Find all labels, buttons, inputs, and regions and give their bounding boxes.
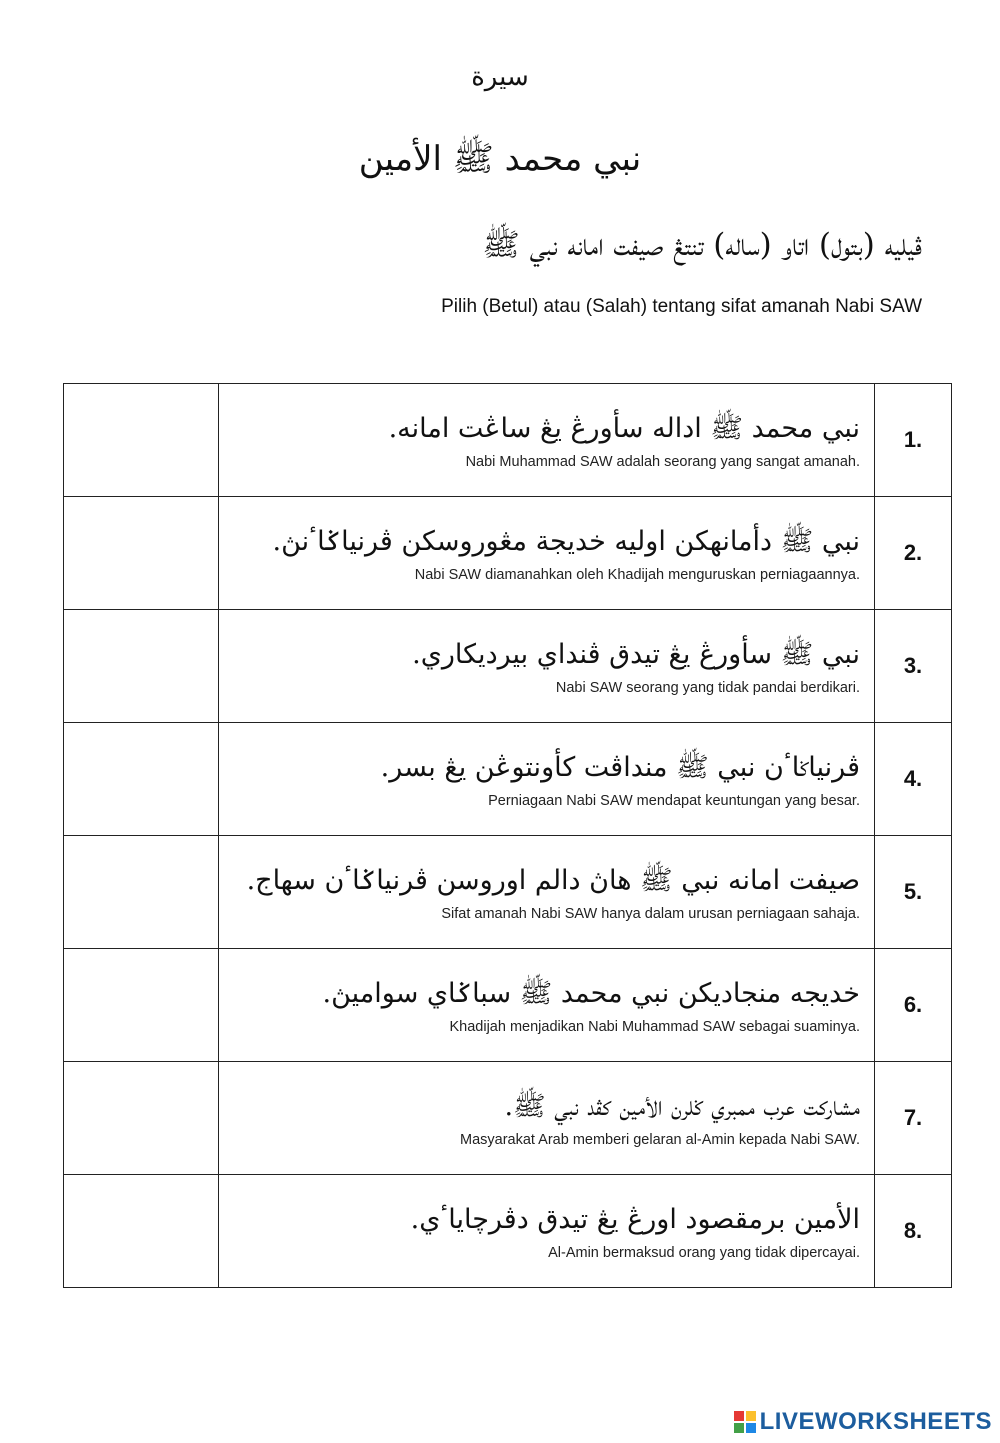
statement-jawi: نبي ﷺ دأمانهكن اوليه خديجة مڠوروسكن ڤرنياݢاٴنڽ.	[272, 526, 860, 557]
question-number: 6.	[875, 949, 952, 1062]
answer-drop-box[interactable]	[64, 610, 218, 722]
instruction-malay: Pilih (Betul) atau (Salah) tentang sifat amanah Nabi SAW	[441, 296, 922, 317]
statement-jawi: ڤرنياݢاٴن نبي ﷺ منداڤت كأونتوڠن يڠ بسر.	[380, 752, 860, 783]
question-number: 8.	[875, 1175, 952, 1288]
page-title: سيرة	[471, 62, 529, 92]
page-subtitle: نبي محمد ﷺ الأمين	[358, 139, 642, 179]
statement-jawi: نبي ﷺ سأورڠ يڠ تيدق ڤنداي بيرديكاري.	[412, 639, 860, 670]
answer-cell[interactable]	[64, 497, 219, 610]
question-number: 5.	[875, 836, 952, 949]
answer-drop-box[interactable]	[64, 836, 218, 948]
statement-malay: Al-Amin bermaksud orang yang tidak dipercayai.	[548, 1245, 860, 1261]
statement-cell	[219, 1062, 875, 1175]
statement-cell	[219, 949, 875, 1062]
answer-cell[interactable]	[64, 723, 219, 836]
statement-jawi: الأمين برمقصود اورڠ يڠ تيدق دڤرچاياٴي.	[410, 1204, 860, 1235]
statement-malay: Khadijah menjadikan Nabi Muhammad SAW sebagai suaminya.	[449, 1019, 860, 1035]
answer-cell[interactable]	[64, 610, 219, 723]
statement-jawi: خديجه منجاديكن نبي محمد ﷺ سباݢاي سواميڽ.	[322, 978, 860, 1009]
answer-cell[interactable]	[64, 1175, 219, 1288]
question-row	[64, 497, 952, 610]
instruction-jawi: ڤيليه (بتول) اتاو (ساله) تنتڠ صيفت امانه نبي ﷺ	[482, 227, 922, 263]
statement-cell	[219, 610, 875, 723]
statement-malay: Masyarakat Arab memberi gelaran al-Amin kepada Nabi SAW.	[459, 1132, 860, 1148]
question-row	[64, 610, 952, 723]
statement-cell	[219, 723, 875, 836]
question-number: 7.	[875, 1062, 952, 1175]
statement-cell	[219, 497, 875, 610]
statement-malay: Sifat amanah Nabi SAW hanya dalam urusan perniagaan sahaja.	[441, 906, 860, 922]
question-row	[64, 1175, 952, 1288]
question-row	[64, 384, 952, 497]
answer-cell[interactable]	[64, 1062, 219, 1175]
statement-malay: Nabi SAW seorang yang tidak pandai berdikari.	[555, 680, 860, 696]
statement-jawi: نبي محمد ﷺ اداله سأورڠ يڠ ساڠت امانه.	[388, 413, 860, 444]
answer-cell[interactable]	[64, 836, 219, 949]
statement-jawi: مشاركت عرب ممبري ݢلرن الأمين كڤد نبي ﷺ.	[504, 1091, 860, 1122]
liveworksheets-logo	[734, 1407, 992, 1437]
question-number: 2.	[875, 497, 952, 610]
question-row	[64, 723, 952, 836]
statement-jawi: صيفت امانه نبي ﷺ هاڽ دالم اوروسن ڤرنياݢاٴن سهاج.	[246, 865, 860, 896]
answer-drop-box[interactable]	[64, 949, 218, 1061]
question-row	[64, 949, 952, 1062]
question-table	[63, 383, 952, 1288]
answer-cell[interactable]	[64, 384, 219, 497]
answer-drop-box[interactable]	[64, 497, 218, 609]
answer-cell[interactable]	[64, 949, 219, 1062]
answer-drop-box[interactable]	[64, 1175, 218, 1287]
question-number: 1.	[875, 384, 952, 497]
answer-drop-box[interactable]	[64, 384, 218, 496]
statement-cell	[219, 384, 875, 497]
question-number: 4.	[875, 723, 952, 836]
question-row	[64, 1062, 952, 1175]
answer-drop-box[interactable]	[64, 1062, 218, 1174]
question-number: 3.	[875, 610, 952, 723]
liveworksheets-icon	[734, 1411, 756, 1433]
statement-cell	[219, 836, 875, 949]
statement-cell	[219, 1175, 875, 1288]
statement-malay: Nabi SAW diamanahkan oleh Khadijah menguruskan perniagaannya.	[414, 567, 860, 583]
brand-name: LIVEWORKSHEETS	[759, 1408, 992, 1435]
answer-drop-box[interactable]	[64, 723, 218, 835]
statement-malay: Perniagaan Nabi SAW mendapat keuntungan yang besar.	[488, 793, 860, 809]
question-row	[64, 836, 952, 949]
statement-malay: Nabi Muhammad SAW adalah seorang yang sangat amanah.	[465, 454, 860, 470]
